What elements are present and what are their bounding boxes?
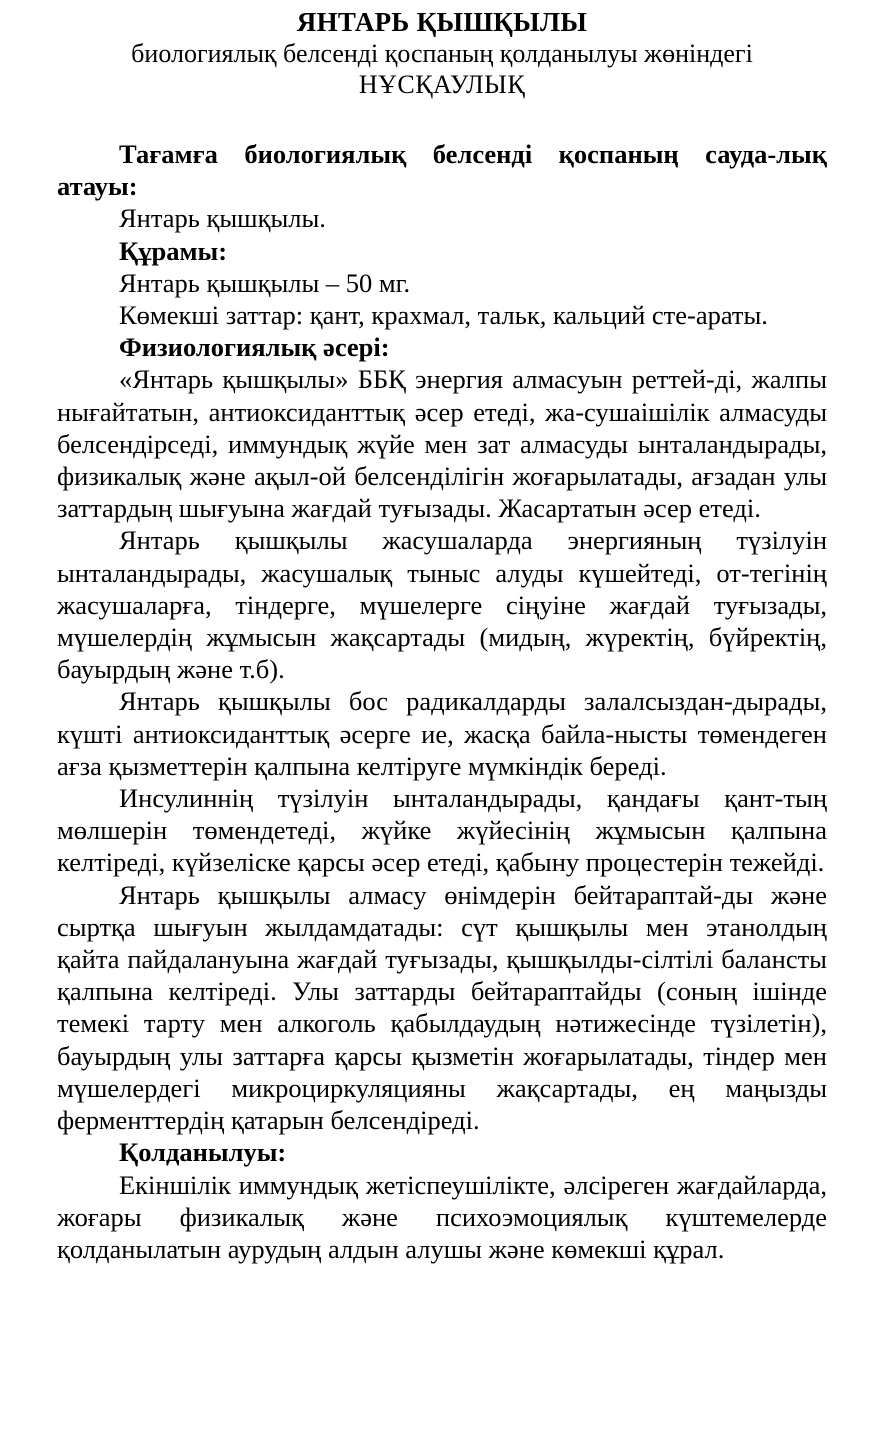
section-heading-physiological-effect: Физиологиялық әсері: (119, 332, 390, 363)
section-heading-usage: Қолданылуы: (119, 1137, 287, 1168)
paragraph-trade-name: Янтарь қышқылы. (119, 203, 326, 234)
paragraph-excipients: Көмекші заттар: қант, крахмал, тальк, кальций сте-араты. (119, 300, 768, 331)
document-heading: НҰСҚАУЛЫҚ (358, 70, 526, 99)
document-page (57, 6, 827, 1265)
document-title: ЯНТАРЬ ҚЫШҚЫЛЫ (296, 7, 588, 37)
paragraph-effect-4: Инсулиннің түзілуін ынталандырады, қандағы қант-тың мөлшерін төмендетеді, жүйке жүйесінің жұмысын қалпына келтіреді, күйзеліске қарсы әсер етеді, қабыну процестерін тежейді. (57, 783, 827, 878)
paragraph-effect-5: Янтарь қышқылы алмасу өнімдерін бейтараптай-ды және сыртқа шығуын жылдамдатады: сүт қышқылы мен этанолдың қайта пайдалануына жағдай туғызады, қышқылды-сілтілі балансты қалпына келтіреді. Улы заттарды бейтараптайды (соның ішінде темекі тарту мен алкоголь қабылдаудың нәтижесінде түзілетін), бауырдың улы заттарға қарсы қызметін жоғарылатады, тіндер мен мүшелердегі микроциркуляцияны жақсартады, ең маңызды ферменттердің қатарын белсендіреді. (57, 879, 827, 1136)
paragraph-composition: Янтарь қышқылы – 50 мг. (119, 267, 411, 298)
section-heading-composition: Құрамы: (119, 235, 228, 266)
paragraph-effect-1: «Янтарь қышқылы» ББҚ энергия алмасуын реттей-ді, жалпы нығайтатын, антиоксиданттық әсер етеді, жа-сушаішілік алмасуды белсендірседі, иммундық жүйе мен зат алмасуды ынталандырады, физикалық және ақыл-ой белсенділігін жоғарылатады, ағзадан улы заттардың шығуына жағдай туғызады. Жасартатын әсер етеді. (57, 364, 827, 524)
document-body (57, 138, 827, 1265)
section-heading-trade-name: Тағамға биологиялық белсенді қоспаның сауда-лық атауы: (57, 139, 827, 202)
paragraph-usage: Екіншілік иммундық жетіспеушілікте, әлсіреген жағдайларда, жоғары физикалық және психоэмоциялық күштемелерде қолданылатын аурудың алдын алушы және көмекші құрал. (57, 1169, 827, 1264)
paragraph-effect-3: Янтарь қышқылы бос радикалдарды залалсыздан-дырады, күшті антиоксиданттық әсерге ие, жасқа байла-нысты төмендеген ағза қызметтерін қалпына келтіруге мүмкіндік береді. (57, 686, 827, 781)
paragraph-effect-2: Янтарь қышқылы жасушаларда энергияның түзілуін ынталандырады, жасушалық тыныс алуды күшейтеді, от-тегінің жасушаларға, тіндерге, мүшелерге сіңуіне жағдай туғызады, мүшелердің жұмысын жақсартады (мидың, жүректің, бүйректің, бауырдың және т.б). (57, 525, 827, 685)
document-subtitle: биологиялық белсенді қоспаның қолданылуы жөніндегі (131, 39, 753, 68)
